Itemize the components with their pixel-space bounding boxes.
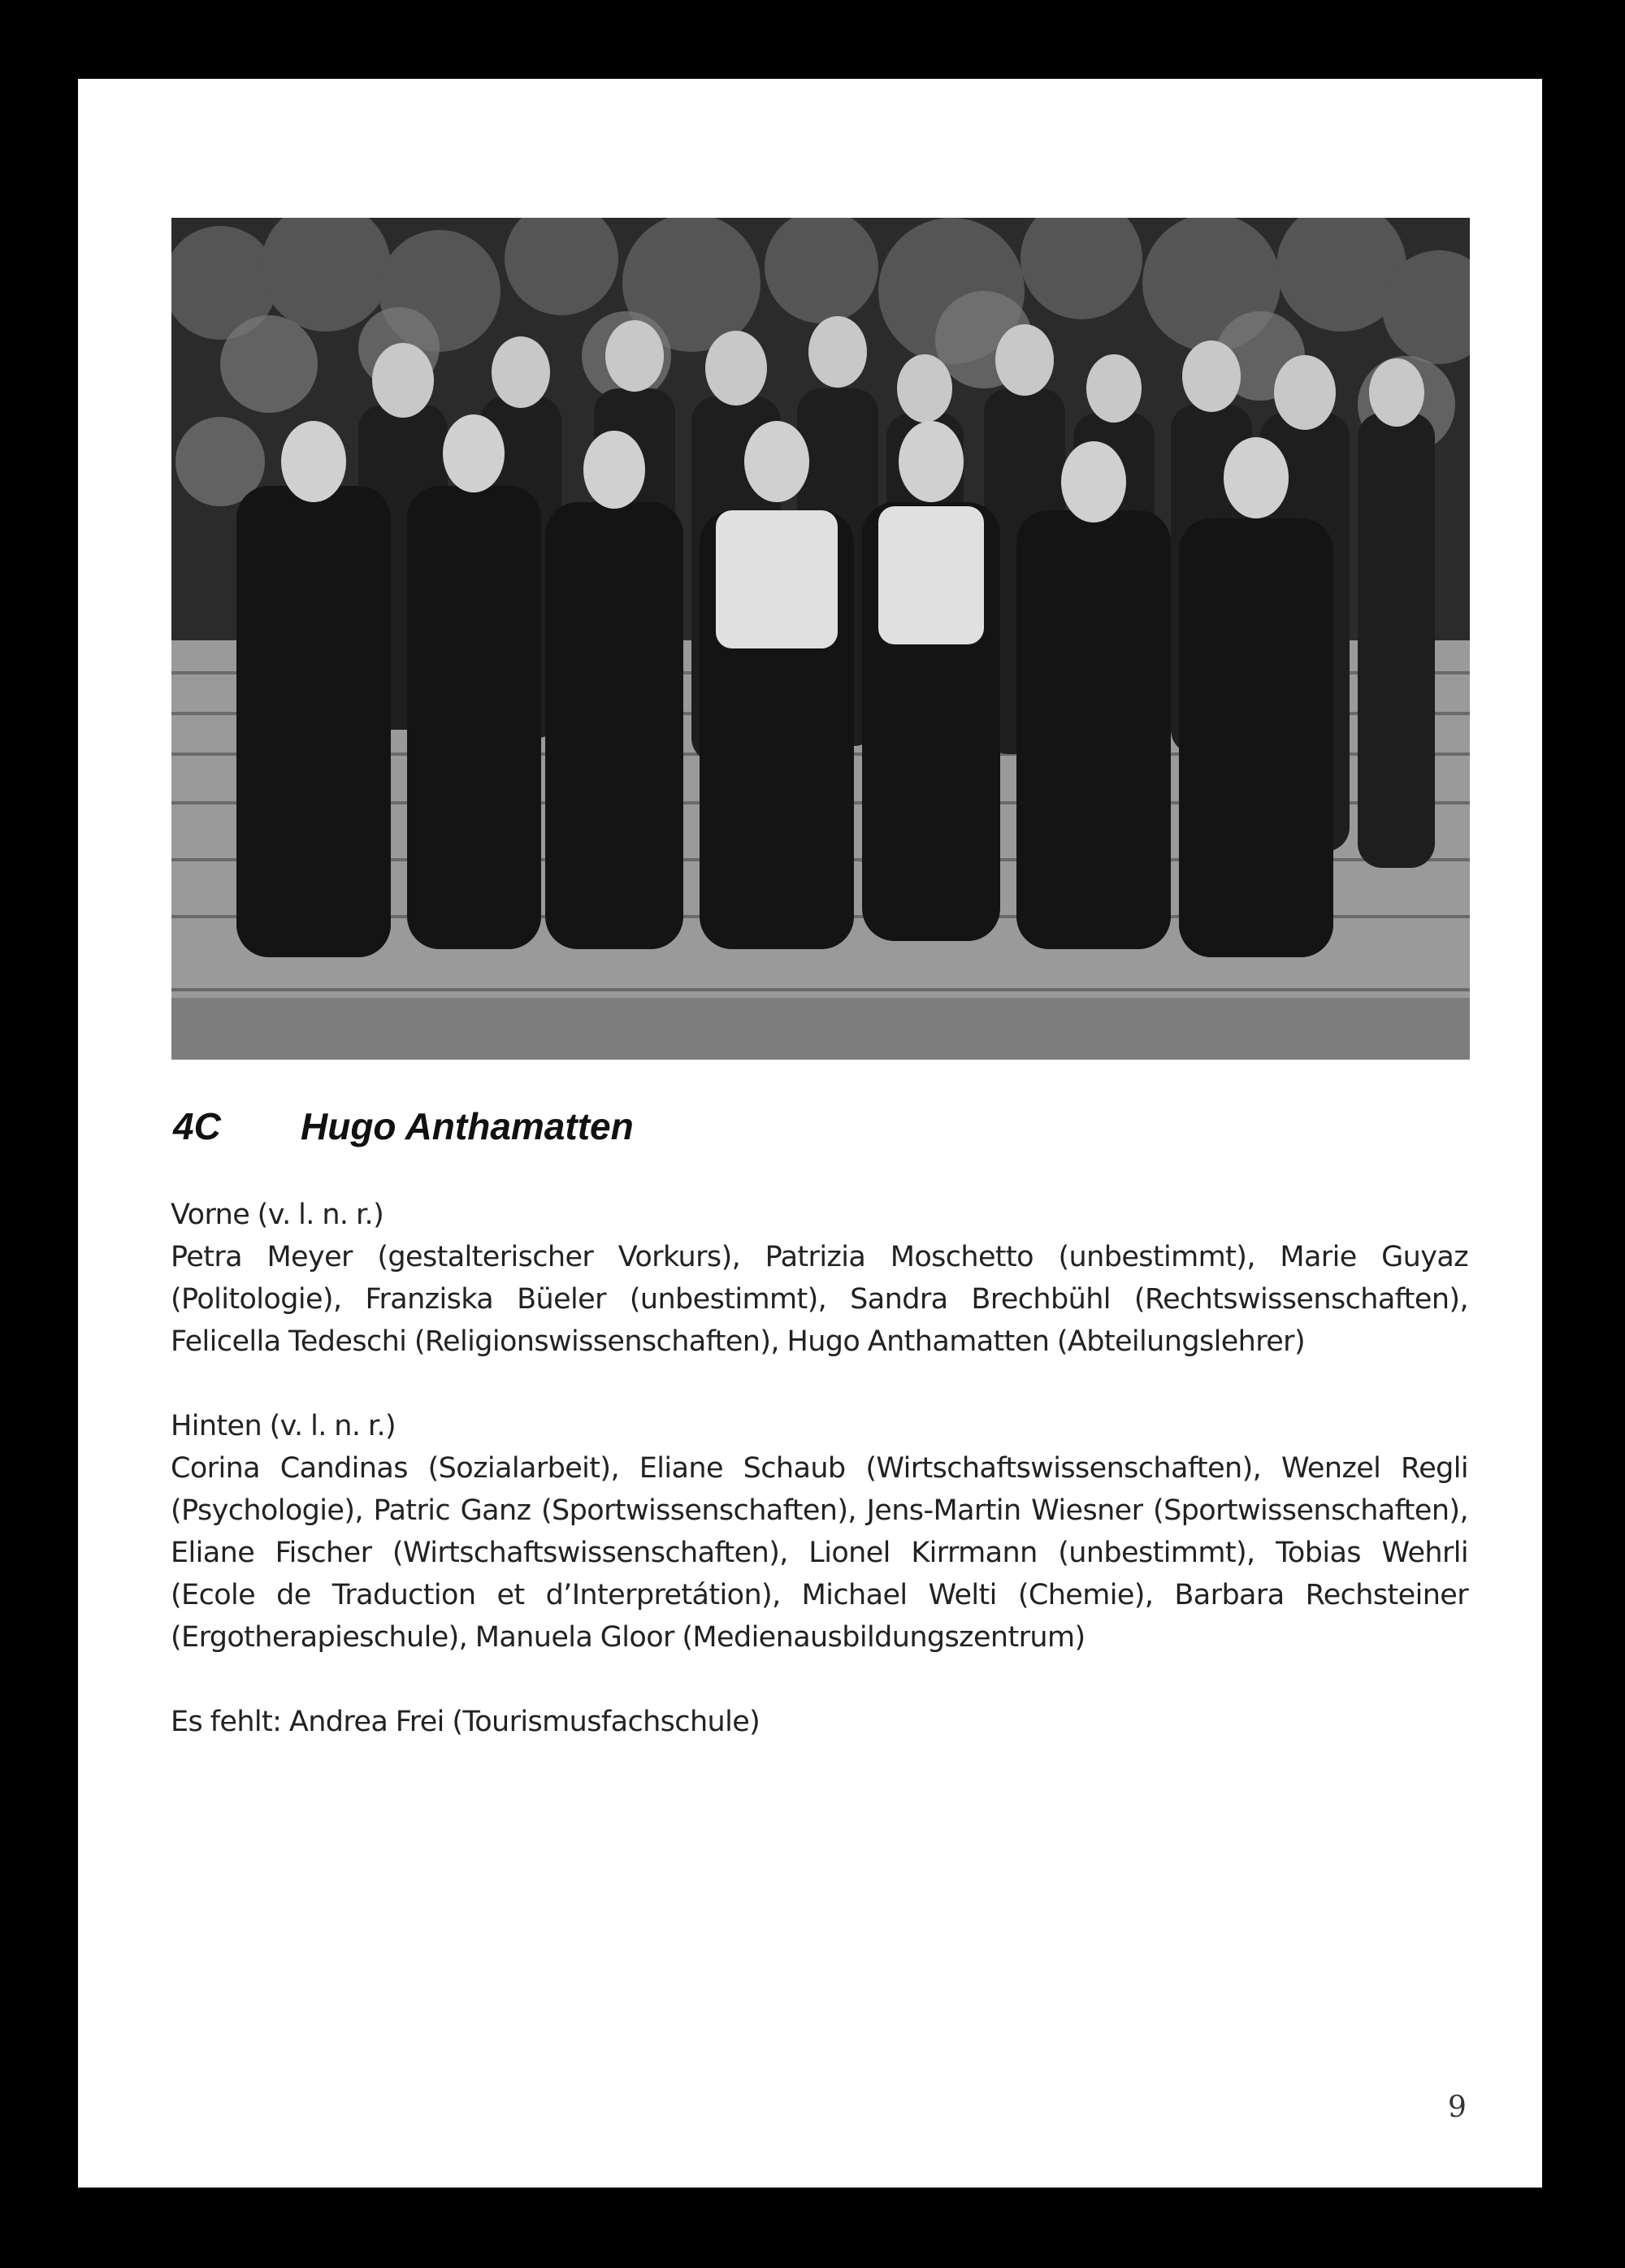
caption-text: [171, 1194, 1468, 1743]
teacher-name: Hugo Anthamatten: [301, 1105, 634, 1147]
group-photo-illustration: [171, 218, 1470, 1060]
page-number: 9: [1448, 2091, 1467, 2124]
page: [78, 79, 1542, 2188]
missing-note: Es fehlt: Andrea Frei (Tourismusfachschule): [171, 1706, 760, 1738]
class-label: 4C: [173, 1105, 221, 1147]
front-row-names: Petra Meyer (gestalterischer Vorkurs), Patrizia Moschetto (unbestimmt), Marie Guyaz (Politologie), Franziska Büeler (unbestimmt), Sandra Brechbühl (Rechtswissenschaften), Felicella Tedeschi (Religionswissenschaften), Hugo Anthamatten (Abteilungslehrer): [171, 1241, 1468, 1358]
front-row-label: Vorne (v. l. n. r.): [171, 1199, 384, 1231]
class-heading: [173, 1104, 634, 1148]
group-photo: [171, 218, 1470, 1060]
back-row-names: Corina Candinas (Sozialarbeit), Eliane Schaub (Wirtschaftswissenschaften), Wenzel Regli (Psychologie), Patric Ganz (Sportwissenschaften), Jens-Martin Wiesner (Sportwissenschaften), Eliane Fischer (Wirtschaftswissenschaften), Lionel Kirrmann (unbestimmt), Tobias Wehrli (Ecole de Traduction et d’Interpretátion), Michael Welti (Chemie), Barbara Rechsteiner (Ergotherapieschule), Manuela Gloor (Medienausbildungszentrum): [171, 1452, 1468, 1654]
back-row-label: Hinten (v. l. n. r.): [171, 1410, 396, 1442]
